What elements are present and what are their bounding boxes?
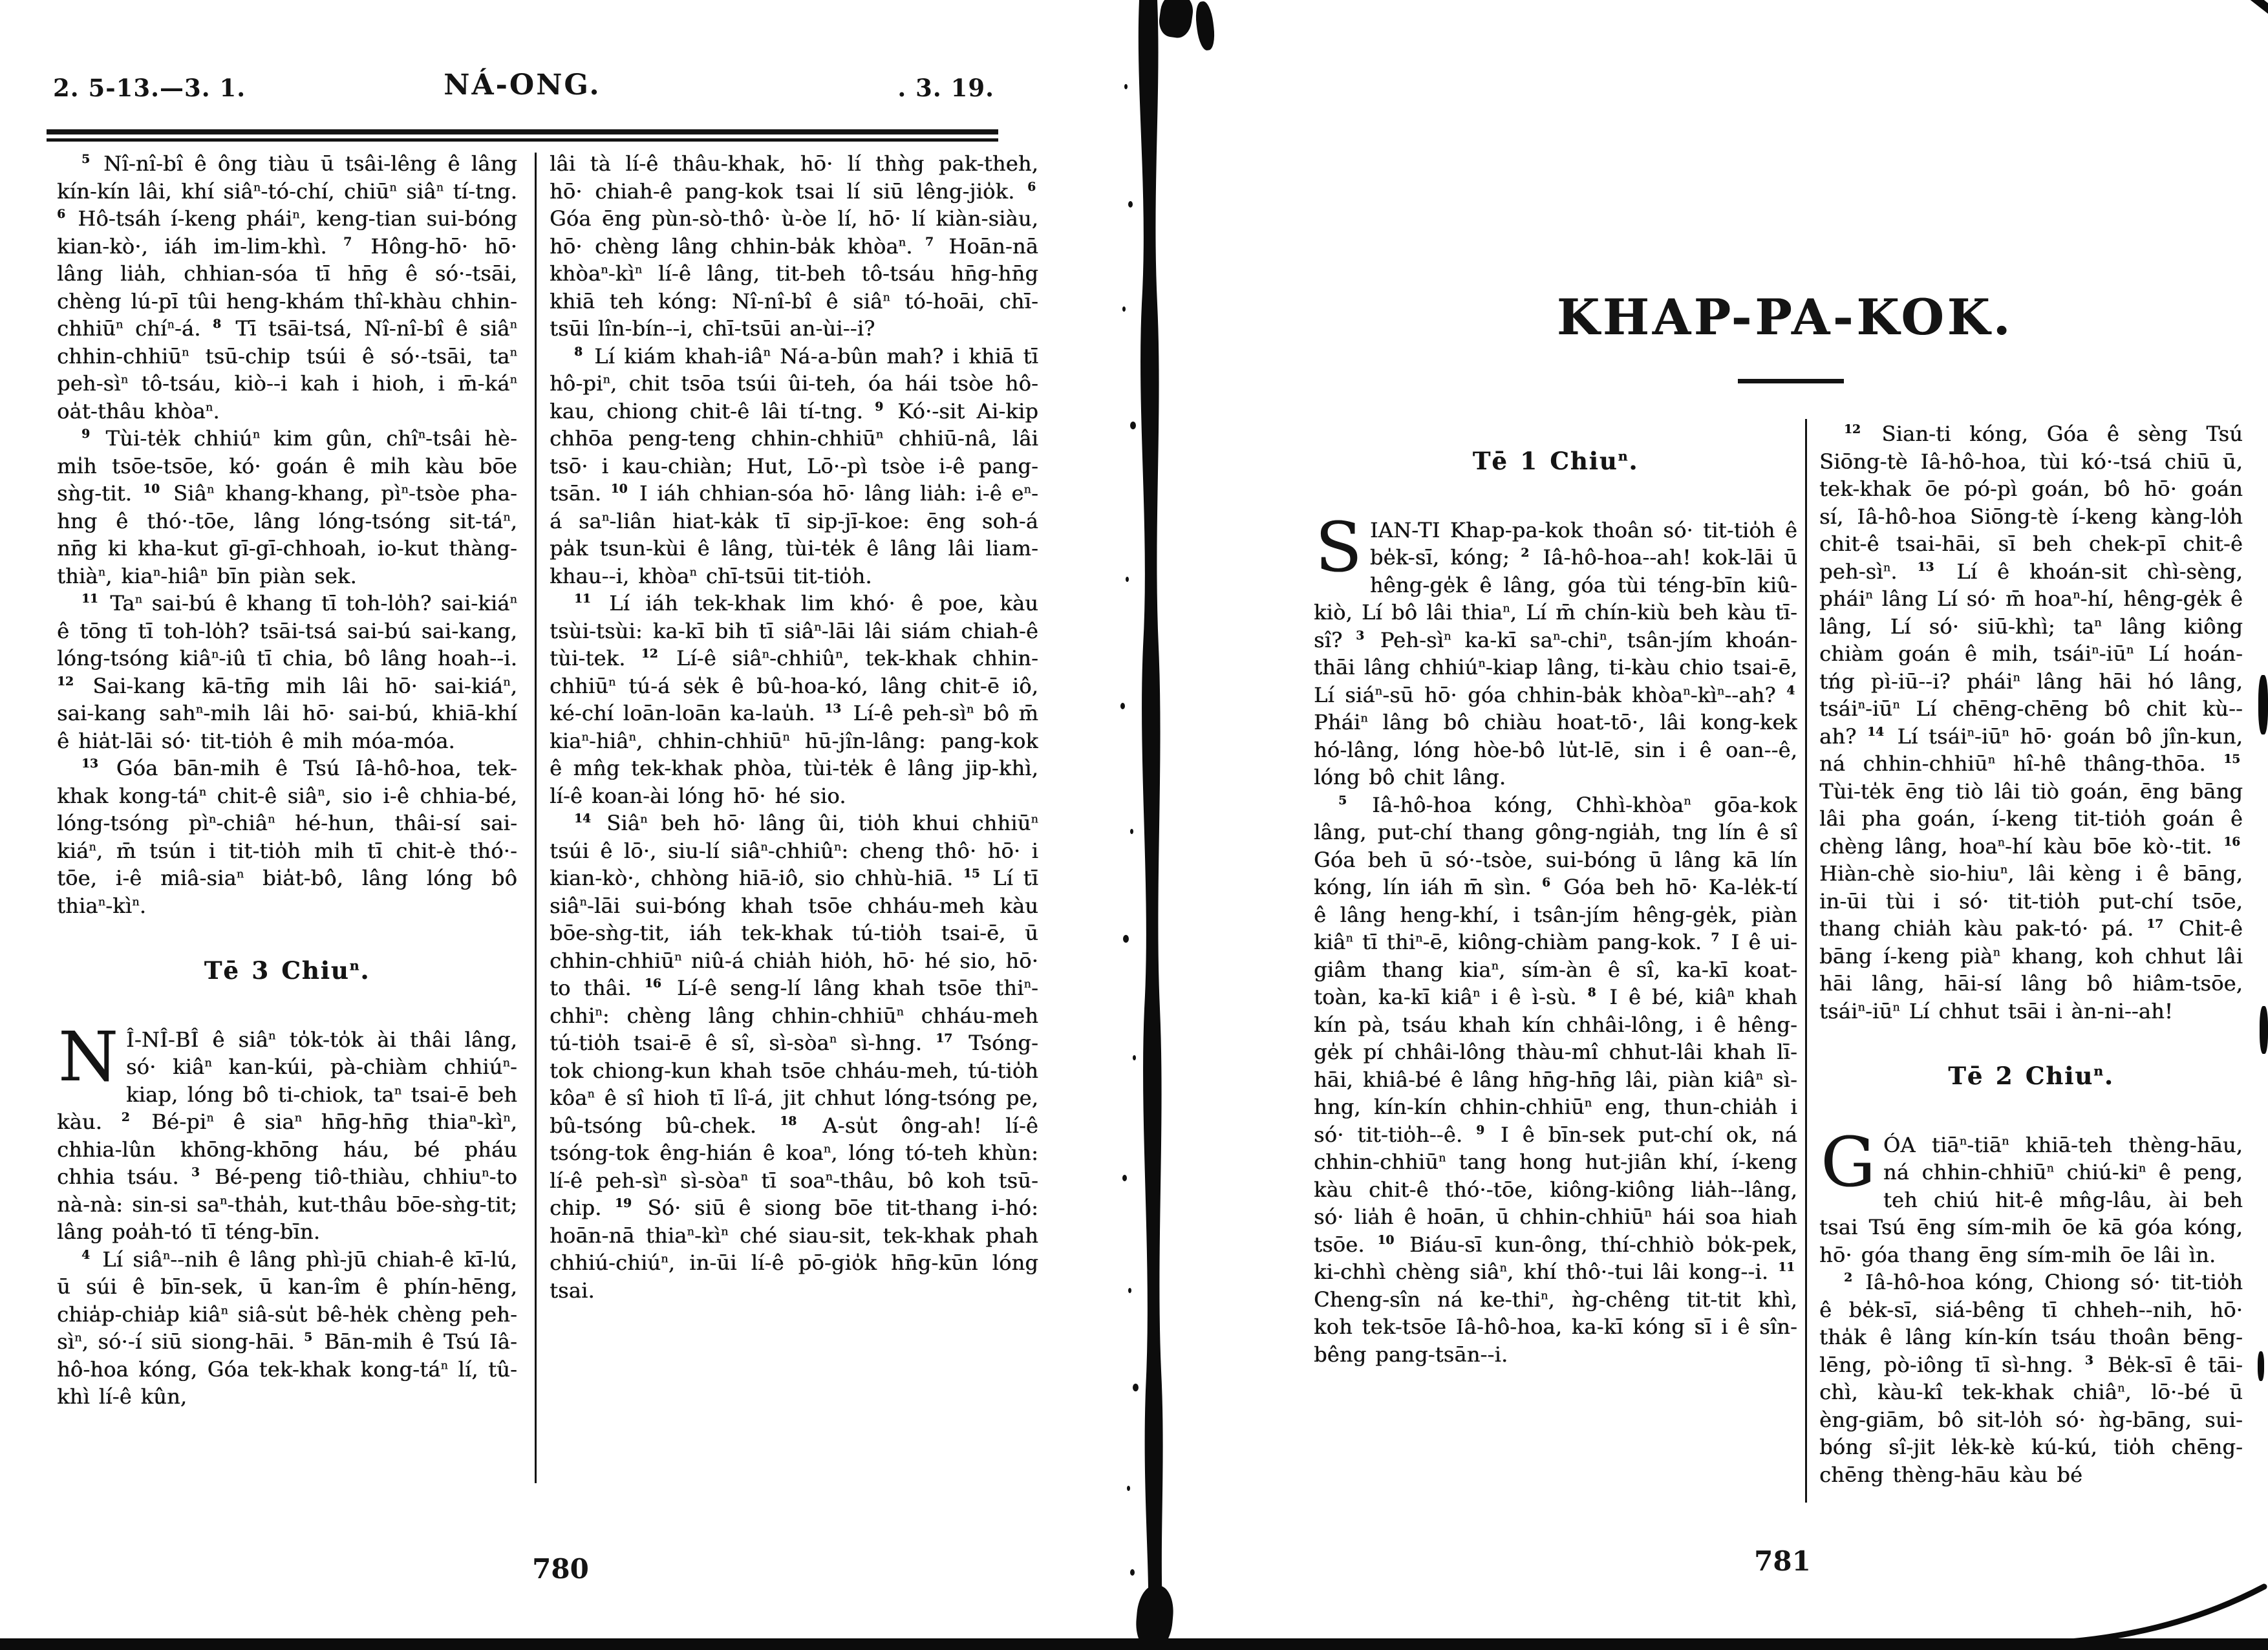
chapter-heading: Tē 2 Chiu$^n$. bbox=[1948, 1062, 2114, 1090]
opening-paragraph: N Î-NÎ-BÎ ê siâ$^n$ to̍k-to̍k ài thâi lâng, só· kiâ$^n$ kan-kúi, pà-chiàm chhiú$^n$-kiap, lóng bô ti-chiok, $ta^n$ tsai-ē beh kàu. $^2$ $Bé-pi^n$ ê sia$^n$ hn̄g-hn̄g $thia^n-kì^n$, chhia-lûn khōng-khōng háu, bé pháu chhia tsáu. $^3$ Bé-peng tiô-thiàu, chhiu$^n$-to nà-nà: sin-si $sa^n-tha̍h$, kut-thâu bōe-sǹg-tit; lâng poa̍h-tó tī téng-bīn. bbox=[57, 1016, 517, 1244]
paragraph: $^9$ Tùi-te̍k chhiú$^n$ kim gûn, chî$^n$-tsâi hè-mi̍h tsōe-tsōe, kó· goán ê mi̍h kàu bōe sǹg-tit. $^{10}$ Siâ$^n$ khang-khang, $pì^n$-tsòe pha-hng ê thó·-tōe, lâng lóng-tsóng sit-$tá^n$, nn̄g ki kha-kut gī-gī-chhoah, io-kut thàng-thià$^n$, kia$^n$-hiâ$^n$ bīn piàn sek. bbox=[57, 426, 517, 588]
chapter-heading: Tē 1 Chiu$^n$. bbox=[1472, 447, 1639, 475]
dropcap-initial: S bbox=[1315, 507, 1362, 587]
header-verse-range-right: . 3. 19. bbox=[897, 74, 994, 102]
text-column-right-1 bbox=[1314, 445, 1797, 1544]
opening-paragraph: GÓA tiā$^n$-tiā$^n$ khiā-teh thèng-hāu, ná chhin-chhiū$^n$ chiú-$ki^n$ ê peng, teh chiú hit-ê mn̂g-lâu, ài beh tsai Tsú ēng sím-mi̍h ōe kā góa kóng, hō· góa thang ēng sím-mi̍h ōe lâi ìn. bbox=[1819, 1122, 2243, 1267]
rule-line bbox=[47, 138, 998, 142]
paragraph: $^4$ Lí siâ$^n$--nih ê lâng phì-jū chiah-ê kī-lú, ū súi ê bīn-sek, ū kan-îm ê phín-hēng, chia̍p-chia̍p kiâ$^n$ siâ-su̍t bê-he̍k chèng peh-$sì^n$, só·-í siū siong-hāi. $^5$ Bān-mi̍h ê Tsú Iâ-hô-hoa kóng, Góa tek-khak kong-$tá^n$ lí, tû-khì lí-ê kûn, bbox=[57, 1247, 517, 1409]
header-verse-range-left: 2. 5-13.—3. 1. bbox=[53, 74, 246, 102]
rule-line bbox=[47, 129, 998, 134]
corner-mark-top-right bbox=[2208, 0, 2268, 23]
text-column-left-1 bbox=[57, 150, 517, 1494]
text-column-left-2 bbox=[550, 150, 1038, 1494]
page-edge-mark bbox=[2258, 1351, 2264, 1381]
text-column-right-2 bbox=[1819, 420, 2243, 1527]
page-edge-mark bbox=[2260, 1006, 2268, 1054]
page-number: 781 bbox=[1754, 1545, 1811, 1577]
dropcap-initial: N bbox=[58, 1016, 118, 1097]
paragraph: $^5$ Nî-nî-bî ê ông tiàu ū tsâi-lêng ê lâng kín-kín lâi, khí siâ$^n$-tó-chí, chiū$^n$ siâ$^n$ tí-tng. $^6$ Hô-tsáh í-keng phái$^n$, keng-tian sui-bóng kian-kò·, iáh im-lim-khì. $^7$ Hông-hō· hō· lâng lia̍h, chhian-sóa tī hn̄g ê só·-tsāi, chèng lú-pī tûi heng-khám thî-khàu chhin-chhiū$^n$ chí$^n$-á. $^8$ Tī tsāi-tsá, Nî-nî-bî ê siâ$^n$ chhin-chhiū$^n$ tsū-chip tsúi ê só·-tsāi, $ta^n$ peh-$sì^n$ tô-tsáu, kiò--i kah i hioh, i $m̄-ká^n$ oa̍t-thâu khòa$^n$. bbox=[57, 151, 517, 423]
paragraph: $^{11}$ Ta$^n$ sai-bú ê khang tī toh-lo̍h? sai-kiá$^n$ ê tōng tī toh-lo̍h? tsāi-tsá sai-bú sai-kang, lóng-tsóng kiâ$^n$-iû tī chia, bô lâng hoah--i. $^{12}$ Sai-kang kā-tn̄g mi̍h lâi hō· sai-kiá$^n$, sai-kang sah$^n$-mi̍h lâi hō· sai-bú, khiā-khí ê hia̍t-lāi só· tit-tio̍h ê mi̍h móa-móa. bbox=[57, 591, 517, 753]
binding-streak bbox=[1099, 0, 1203, 1650]
header-double-rule bbox=[47, 129, 998, 144]
paragraph: $^{12}$ Sian-ti kóng, Góa ê sèng Tsú Siōng-tè Iâ-hô-hoa, tùi kó·-tsá chiū ū, tek-khak ōe pó-pì goán, bô hō· goán sí, Iâ-hô-hoa Siōng-tè í-keng kàng-lo̍h chit-ê tsai-hāi, sī beh chek-pī chit-ê peh-$sì^n$. $^{13}$ Lí ê khoán-sit chì-sèng, phái$^n$ lâng Lí só· m̄ hoa$^n$-hí, hêng-ge̍k ê lâng, Lí só· siū-khì; $ta^n$ lâng kiông chiàm goán ê mi̍h, $tsái^n-iū^n$ Lí hoán-tńg pì-iū--i? phái$^n$ lâng hāi hó lâng, $tsái^n-iū^n$ Lí chēng-chēng bô chit kù--ah? $^{14}$ Lí $tsái^n-iū^n$ hō· goán bô jîn-kun, ná chhin-chhiū$^n$ hî-hê thâng-thōa. $^{15}$ Tùi-te̍k ēng tiò lâi tiò goán, ēng bāng lâi pha goán, í-keng tit-tio̍h goán ê chèng lâng, hoa$^n$-hí kàu bōe kò·-tit. $^{16}$ Hiàn-chè sio-hiu$^n$, lâi kèng i ê bāng, in-ūi tùi i só· tit-tio̍h put-chí tsōe, thang chia̍h kàu pak-tó· pá. $^{17}$ Chit-ê bāng í-keng pià$^n$ khang, koh chhut lâi hāi lâng, hāi-sí lâng bô hiâm-tsōe, $tsái^n-iū^n$ Lí chhut tsāi i àn-ni--ah! bbox=[1819, 422, 2243, 1023]
opening-paragraph: SIAN-TI Khap-pa-kok thoân só· tit-tio̍h ê be̍k-sī, kóng; $^2$ Iâ-hô-hoa--ah! kok-lāi ū hêng-ge̍k ê lâng, góa tùi téng-bīn kiû-kiò, Lí bô lâi thia$^n$, Lí m̄ chín-kiù beh kàu tī-sî? $^3$ Peh-$sì^n$ ka-kī $sa^n-chi^n$, tsân-jím khoán-thāi lâng chhiú$^n$-kiap lâng, ti-kàu chio tsai-ē, Lí siá$^n$-sū hō· góa chhin-ba̍k $khòa^n-kì^n--ah$? $^4$ Phái$^n$ lâng bô chiàu hoat-tō·, lâi kong-kek hó-lâng, lóng hòe-bô lu̍t-lē, sin i ê oan--ê, lóng bô chit lâng. bbox=[1314, 507, 1797, 789]
title-rule bbox=[1738, 379, 1844, 383]
paragraph: $^{13}$ Góa bān-mi̍h ê Tsú Iâ-hô-hoa, tek-khak kong-$tá^n$ chit-ê siâ$^n$, sio i-ê chhia-bé, lóng-tsóng $pì^n-chiâ^n$ hé-hun, thâi-sí sai-kiá$^n$, m̄ tsún i tit-tio̍h mi̍h tī chit-è thó·-tōe, i-ê miâ-sia$^n$ bia̍t-bô, lâng lóng bô $thia^n-kì^n$. bbox=[57, 756, 517, 918]
paragraph: $^5$ Iâ-hô-hoa kóng, Chhì-khòa$^n$ gōa-kok lâng, put-chí thang gông-ngia̍h, tng lín ê sî Góa beh ū só·-tsòe, sui-bóng ū lâng kā lín kóng, lín iáh m̄ sìn. $^6$ Góa beh hō· Ka-le̍k-tí ê lâng heng-khí, i tsân-jím hêng-ge̍k, piàn kiâ$^n$ tī thi$^n$-ē, kiông-chiàm pang-kok. $^7$ I ê ui-giâm thang kia$^n$, sím-àn ê sî, ka-kī koat-toàn, ka-kī kiâ$^n$ i ê ì-sù. $^8$ I ê bé, kiâ$^n$ khah kín pà, tsáu khah kín chhâi-lông, i ê hêng-ge̍k pí chhâi-lông thàu-mî chhut-lâi khah lī-hāi, khiâ-bé ê lâng hn̄g-hn̄g lâi, piàn kiâ$^n$ sì-hng, kín-kín chhin-chhiū$^n$ eng, thun-chia̍h i só· tit-tio̍h--ê. $^9$ I ê bīn-sek put-chí ok, ná chhin-chhiū$^n$ tang hong hut-jiân khí, í-keng kàu chit-ê thó·-tōe, kiông-kiông lia̍h--lâng, só· lia̍h ê hoān, ū chhin-chhiū$^n$ hái soa hiah tsōe. $^{10}$ Biáu-sī kun-ông, thí-chhiò bo̍k-pek, ki-chhì chèng siâ$^n$, khí thô·-tui lâi kong--i. $^{11}$ Cheng-sîn ná ke-thi$^n$, ǹg-chêng tit-tit khì, koh tek-tsōe Iâ-hô-hoa, ka-kī kóng sī i ê sîn-bêng pang-tsān--i. bbox=[1314, 792, 1797, 1367]
page-edge-mark bbox=[2258, 675, 2268, 734]
scan-bottom-edge bbox=[0, 1638, 2268, 1650]
paragraph: $^8$ Lí kiám khah-$iâ^n$ Ná-a-bûn mah? i khiā tī $hô-pi^n$, chit tsōa tsúi ûi-teh, óa hái tsòe hô-kau, chiong chit-ê lâi tí-tng. $^9$ Kó·-sit Ai-kip chhōa peng-teng chhin-chhiū$^n$ chhiū-nâ, lâi tsō· i kau-chiàn; Hut, Lō·-pì tsòe i-ê pang-tsān. $^{10}$ I iáh chhian-sóa hō· lâng lia̍h: i-ê $e^n-á$ $sa^n$-liân hiat-ka̍k tī sip-jī-koe: ēng soh-á pa̍k tsun-kùi ê lâng, tùi-te̍k ê lâng lâi liam-khau--i, khòa$^n$ chī-tsūi tit-tio̍h. bbox=[550, 343, 1038, 588]
book-title: KHAP-PA-KOK. bbox=[1556, 288, 2014, 346]
page-curl-mark bbox=[2037, 1571, 2268, 1650]
page-number: 780 bbox=[532, 1553, 589, 1585]
binding-ink-specks bbox=[1124, 84, 1128, 89]
column-divider-rule bbox=[1805, 419, 1807, 1503]
chapter-heading: Tē 3 Chiu$^n$. bbox=[204, 956, 370, 985]
paragraph: $^2$ Iâ-hô-hoa kóng, Chiong só· tit-tio̍h ê be̍k-sī, siá-bêng tī chheh--nih, hō· tha̍k ê lâng kín-kín tsáu thoân bēng-lēng, pò-iông tī sì-hng. $^3$ Be̍k-sī ê tāi-chì, kàu-kî tek-khak chiâ$^n$, lō·-bé ū èng-giām, bô sit-lo̍h só· ǹg-bāng, sui-bóng sî-jit le̍k-kè kú-kú, tio̍h chēng-chēng thèng-hāu kàu bé bbox=[1819, 1270, 2243, 1487]
paragraph: $^{14}$ Siâ$^n$ beh hō· lâng ûi, tio̍h khui chhiū$^n$ tsúi ê lō·, siu-lí siâ$^n$-chhiû$^n$: cheng thô· hō· i kian-kò·, chhòng hiā-iô, sio chhù-hiā. $^{15}$ Lí tī siâ$^n$-lāi sui-bóng khah tsōe chháu-meh kàu bōe-sǹg-tit, iáh tek-khak tú-tio̍h tsai-ē, ū chhin-chhiū$^n$ niû-á chia̍h hio̍h, hō· hé sio, hō· to thâi. $^{16}$ Lí-ê seng-lí lâng khah tsōe thi$^n$-chhi$^n$: chèng lâng chhin-chhiū$^n$ chháu-meh tú-tio̍h tsai-ē ê sî, sì-sòa$^n$ sì-hng. $^{17}$ Tsóng-tok chiong-kun khah tsōe chháu-meh, tú-tio̍h kôa$^n$ ê sî hioh tī lî-á, jit chhut lóng-tsóng pe, bû-tsóng bû-chek. $^{18}$ A-su̍t ông-ah! lí-ê tsóng-tok êng-hián ê koa$^n$, lóng tó-teh khùn: lí-ê peh-$sì^n$ sì-sòa$^n$ tī soa$^n$-thâu, bô koh tsū-chip. $^{19}$ Só· siū ê siong bōe tit-thang i-hó: hoān-nā $thia^n-kì^n$ ché siau-sit, tek-khak phah chhiú-chiú$^n$, in-ūi lí-ê pō-gio̍k hn̄g-kūn lóng tsai. bbox=[550, 811, 1038, 1303]
dropcap-initial: G bbox=[1821, 1122, 1876, 1202]
left-page-header bbox=[47, 65, 998, 116]
running-title: NÁ-ONG. bbox=[444, 69, 601, 102]
paragraph: $^{11}$ Lí iáh tek-khak lim khó· ê poe, kàu tsùi-tsùi: ka-kī bih tī siâ$^n$-lāi lâi siám chiah-ê tùi-tek. $^{12}$ Lí-ê siâ$^n$-chhiû$^n$, tek-khak chhin-chhiū$^n$ tú-á se̍k ê bû-hoa-kó, lâng chit-ē iô, ké-chí loān-loān ka-lau̍h. $^{13}$ Lí-ê peh-$sì^n$ bô m̄ kia$^n$-hiâ$^n$, chhin-chhiū$^n$ hū-jîn-lâng: pang-kok ê mn̂g tek-khak phòa, tùi-te̍k ê lâng jip-khì, lí-ê koan-ài lóng hō· hé sio. bbox=[550, 591, 1038, 808]
column-divider-rule bbox=[535, 153, 537, 1483]
paragraph: lâi tà lí-ê thâu-khak, hō· lí thǹg pak-theh, hō· chiah-ê pang-kok tsai lí siū lêng-jio̍k. $^6$ Góa ēng pùn-sò-thô· ù-òe lí, hō· lí kiàn-siàu, hō· chèng lâng chhin-ba̍k khòa$^n$. $^7$ Hoān-nā $khòa^n-kì^n$ lí-ê lâng, tit-beh tô-tsáu hn̄g-hn̄g khiā teh kóng: Nî-nî-bî ê siâ$^n$ tó-hoāi, chī-tsūi lîn-bín--i, chī-tsūi an-ùi--i? bbox=[550, 151, 1038, 341]
